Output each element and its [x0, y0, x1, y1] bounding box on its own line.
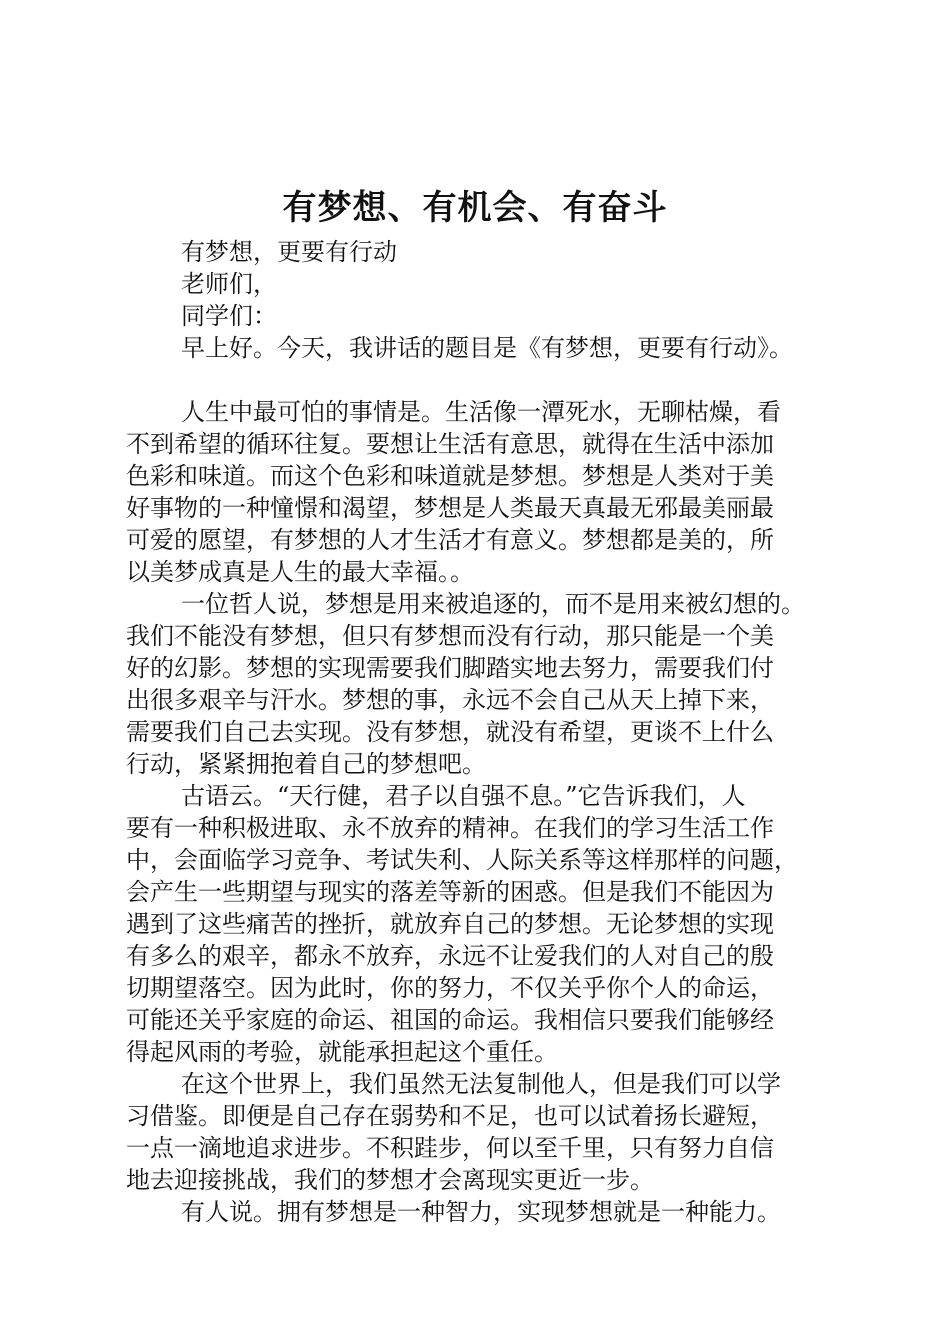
paragraph-3-line: 中，会面临学习竞争、考试失利、人际关系等这样那样的问题，: [126, 846, 798, 874]
paragraph-3-line: 得起风雨的考验，就能承担起这个重任。: [126, 1038, 558, 1066]
greeting-students: 同学们：: [181, 302, 277, 330]
paragraph-2-line: 需要我们自己去实现。没有梦想，就没有希望，更谈不上什么: [126, 718, 774, 746]
paragraph-2-line: 一位哲人说，梦想是用来被追逐的，而不是用来被幻想的。: [181, 590, 805, 618]
paragraph-3-line: 切期望落空。因为此时，你的努力，不仅关乎你个人的命运，: [126, 974, 774, 1002]
paragraph-4-line: 地去迎接挑战，我们的梦想才会离现实更近一步。: [126, 1166, 654, 1194]
opening-line: 早上好。今天，我讲话的题目是《有梦想，更要有行动》。: [181, 334, 793, 362]
paragraph-1-line: 不到希望的循环往复。要想让生活有意思，就得在生活中添加: [126, 430, 774, 458]
paragraph-3-line: 可能还关乎家庭的命运、祖国的命运。我相信只要我们能够经: [126, 1006, 774, 1034]
greeting-teachers: 老师们，: [181, 270, 277, 298]
paragraph-5-line: 有人说。拥有梦想是一种智力，实现梦想就是一种能力。: [181, 1198, 781, 1226]
paragraph-2-line: 行动，紧紧拥抱着自己的梦想吧。: [126, 750, 486, 778]
paragraph-1-line: 好事物的一种憧憬和渴望，梦想是人类最天真最无邪最美丽最: [126, 494, 774, 522]
paragraph-1-line: 以美梦成真是人生的最大幸福。。: [126, 558, 474, 586]
paragraph-3-line: 有多么的艰辛，都永不放弃，永远不让爱我们的人对自己的殷: [126, 942, 774, 970]
paragraph-2-line: 我们不能没有梦想，但只有梦想而没有行动，那只能是一个美: [126, 622, 774, 650]
paragraph-4-line: 一点一滴地追求进步。不积跬步，何以至千里，只有努力自信: [126, 1134, 774, 1162]
paragraph-1-line: 可爱的愿望，有梦想的人才生活才有意义。梦想都是美的，所: [126, 526, 774, 554]
paragraph-3-line: 要有一种积极进取、永不放弃的精神。在我们的学习生活工作: [126, 814, 774, 842]
paragraph-2-line: 好的幻影。梦想的实现需要我们脚踏实地去努力，需要我们付: [126, 654, 774, 682]
paragraph-3-line: 古语云。“天行健，君子以自强不息。”它告诉我们，人: [181, 782, 746, 810]
document-title: 有梦想、有机会、有奋斗: [282, 188, 668, 228]
subtitle-line: 有梦想，更要有行动: [181, 238, 397, 266]
paragraph-4-line: 在这个世界上，我们虽然无法复制他人，但是我们可以学: [181, 1070, 781, 1098]
paragraph-3-line: 会产生一些期望与现实的落差等新的困惑。但是我们不能因为: [126, 878, 774, 906]
paragraph-1-line: 人生中最可怕的事情是。生活像一潭死水，无聊枯燥，看: [181, 398, 781, 426]
paragraph-1-line: 色彩和味道。而这个色彩和味道就是梦想。梦想是人类对于美: [126, 462, 774, 490]
blank-line: [126, 364, 846, 396]
paragraph-2-line: 出很多艰辛与汗水。梦想的事，永远不会自己从天上掉下来，: [126, 686, 774, 714]
document-body: [126, 236, 846, 1228]
paragraph-3-line: 遇到了这些痛苦的挫折，就放弃自己的梦想。无论梦想的实现: [126, 910, 774, 938]
paragraph-4-line: 习借鉴。即便是自己存在弱势和不足，也可以试着扬长避短，: [126, 1102, 774, 1130]
